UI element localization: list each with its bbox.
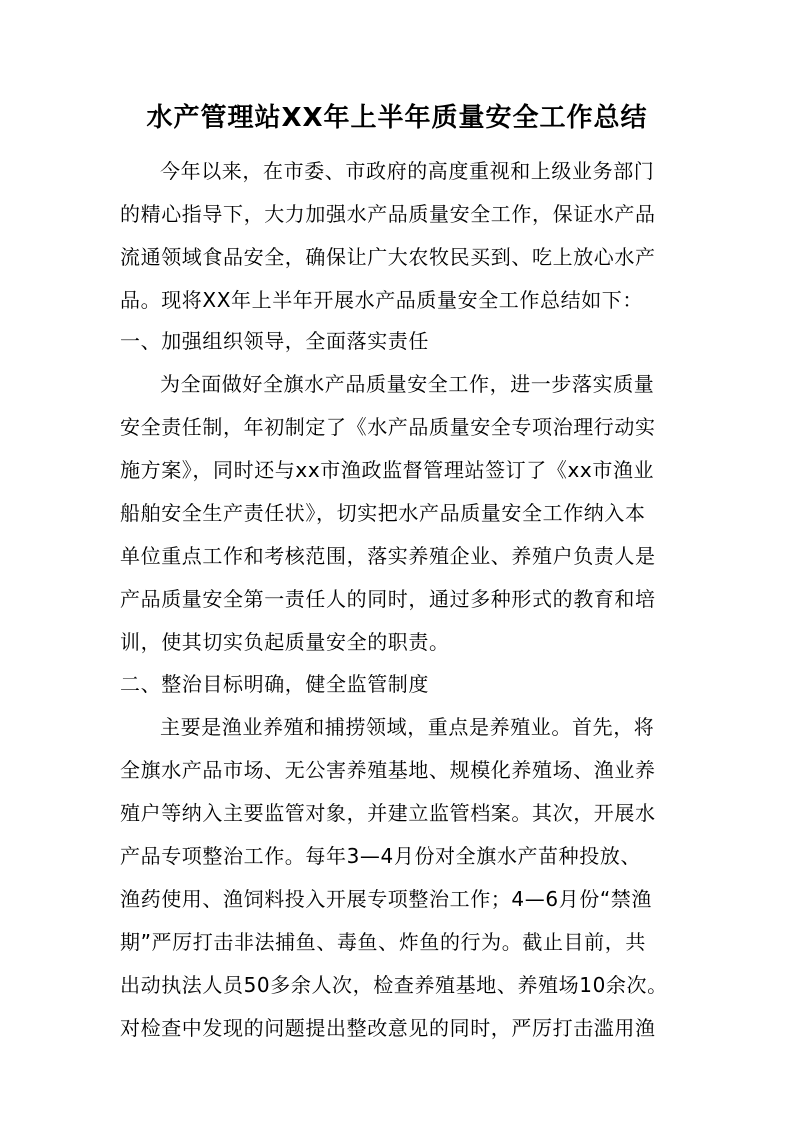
- paragraph-line: 产品专项整治工作。每年3—4月份对全旗水产苗种投放、: [120, 844, 642, 868]
- paragraph-line: 期”严厉打击非法捕鱼、毒鱼、炸鱼的行为。截止目前，共: [120, 930, 646, 954]
- paragraph-line: 流通领域食品安全，确保让广大农牧民买到、吃上放心水产: [120, 245, 656, 269]
- section-heading: 二、整治目标明确，健全监管制度: [120, 672, 429, 696]
- paragraph-line: 殖户等纳入主要监管对象，并建立监管档案。其次，开展水: [120, 801, 656, 825]
- paragraph-line: 船舶安全生产责任状》，切实把水产品质量安全工作纳入本: [120, 501, 646, 525]
- paragraph-line: 今年以来，在市委、市政府的高度重视和上级业务部门: [160, 159, 655, 183]
- paragraph-line: 主要是渔业养殖和捕捞领域，重点是养殖业。首先，将: [160, 715, 655, 739]
- paragraph-line: 品。现将XX年上半年开展水产品质量安全工作总结如下：: [120, 288, 644, 312]
- paragraph-line: 的精心指导下，大力加强水产品质量安全工作，保证水产品: [120, 202, 656, 226]
- paragraph-line: 产品质量安全第一责任人的同时，通过多种形式的教育和培: [120, 587, 656, 611]
- paragraph-line: 单位重点工作和考核范围，落实养殖企业、养殖户负责人是: [120, 544, 656, 568]
- paragraph-line: 为全面做好全旗水产品质量安全工作，进一步落实质量: [160, 372, 655, 396]
- paragraph-line: 训，使其切实负起质量安全的职责。: [120, 630, 450, 654]
- paragraph-line: 对检查中发现的问题提出整改意见的同时，严厉打击滥用渔: [120, 1016, 656, 1040]
- paragraph-line: 安全责任制，年初制定了《水产品质量安全专项治理行动实: [120, 415, 656, 439]
- paragraph-line: 全旗水产品市场、无公害养殖基地、规模化养殖场、渔业养: [120, 758, 656, 782]
- paragraph-line: 施方案》，同时还与xx市渔政监督管理站签订了《xx市渔业: [120, 458, 655, 482]
- paragraph-line: 渔药使用、渔饲料投入开展专项整治工作；4—6月份“禁渔: [120, 887, 653, 911]
- page-title: 水产管理站XX年上半年质量安全工作总结: [146, 103, 648, 133]
- paragraph-line: 出动执法人员50多余人次，检查养殖基地、养殖场10余次。: [120, 973, 668, 997]
- section-heading: 一、加强组织领导，全面落实责任: [120, 329, 429, 353]
